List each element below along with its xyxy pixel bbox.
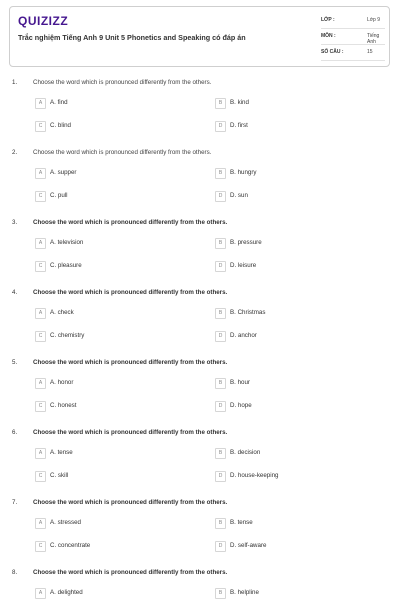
option-letter-box: A [35, 448, 46, 459]
option-text: C. concentrate [50, 542, 91, 549]
option-text: B. helpline [230, 589, 259, 596]
option-letter-box: D [215, 121, 226, 132]
option-letter-box: D [215, 261, 226, 272]
question-text: Choose the word which is pronounced differently from the others. [33, 149, 212, 156]
option-text: C. pull [50, 192, 68, 199]
meta-subject [321, 30, 385, 45]
question-text: Choose the word which is pronounced differently from the others. [33, 569, 228, 576]
option-letter-box: A [35, 308, 46, 319]
option-text: B. Christmas [230, 309, 266, 316]
option-letter-box: A [35, 378, 46, 389]
option-letter-box: A [35, 168, 46, 179]
option-letter-box: D [215, 541, 226, 552]
option-text: A. tense [50, 449, 73, 456]
option-letter-box: A [35, 588, 46, 599]
option-text: A. stressed [50, 519, 81, 526]
question-number: 6. [12, 429, 18, 436]
option-text: A. find [50, 99, 68, 106]
option-text: C. chemistry [50, 332, 85, 339]
question-text: Choose the word which is pronounced differently from the others. [33, 429, 228, 436]
option-letter-box: C [35, 541, 46, 552]
option-text: B. kind [230, 99, 249, 106]
option-text: B. tense [230, 519, 253, 526]
option-text: C. honest [50, 402, 77, 409]
option-letter-box: B [215, 168, 226, 179]
meta-class-value: Lớp 9 [367, 17, 381, 23]
meta-question-count-label: SỐ CÂU : [321, 49, 344, 55]
option-letter-box: B [215, 238, 226, 249]
option-text: A. check [50, 309, 74, 316]
meta-question-count-value: 15 [367, 49, 373, 55]
option-letter-box: D [215, 331, 226, 342]
option-text: C. skill [50, 472, 69, 479]
question-number: 1. [12, 79, 18, 86]
option-text: A. honor [50, 379, 74, 386]
option-text: D. hope [230, 402, 252, 409]
option-letter-box: C [35, 121, 46, 132]
quizizz-logo: QUIZIZZ [18, 14, 69, 28]
option-text: B. decision [230, 449, 261, 456]
meta-class [321, 14, 385, 29]
option-text: D. leisure [230, 262, 257, 269]
meta-question-count [321, 46, 385, 61]
question-text: Choose the word which is pronounced differently from the others. [33, 219, 228, 226]
option-letter-box: B [215, 448, 226, 459]
option-letter-box: A [35, 98, 46, 109]
option-letter-box: D [215, 471, 226, 482]
option-letter-box: B [215, 588, 226, 599]
option-letter-box: C [35, 191, 46, 202]
question-number: 2. [12, 149, 18, 156]
meta-subject-label: MÔN : [321, 33, 336, 39]
option-letter-box: C [35, 331, 46, 342]
option-text: A. supper [50, 169, 77, 176]
option-letter-box: B [215, 378, 226, 389]
option-text: D. anchor [230, 332, 257, 339]
question-number: 3. [12, 219, 18, 226]
option-text: B. hour [230, 379, 250, 386]
question-number: 8. [12, 569, 18, 576]
option-text: D. first [230, 122, 248, 129]
option-letter-box: C [35, 261, 46, 272]
option-letter-box: D [215, 191, 226, 202]
option-text: A. delighted [50, 589, 83, 596]
option-letter-box: B [215, 518, 226, 529]
option-letter-box: B [215, 98, 226, 109]
question-text: Choose the word which is pronounced differently from the others. [33, 289, 228, 296]
question-text: Choose the word which is pronounced differently from the others. [33, 359, 228, 366]
option-text: D. sun [230, 192, 248, 199]
worksheet-title: Trắc nghiệm Tiếng Anh 9 Unit 5 Phonetics and Speaking có đáp án [18, 33, 246, 42]
meta-class-label: LỚP : [321, 17, 335, 23]
option-text: C. blind [50, 122, 71, 129]
option-text: B. pressure [230, 239, 262, 246]
option-letter-box: C [35, 471, 46, 482]
worksheet-header [9, 6, 390, 67]
question-text: Choose the word which is pronounced differently from the others. [33, 79, 212, 86]
option-letter-box: A [35, 238, 46, 249]
option-text: C. pleasure [50, 262, 82, 269]
option-letter-box: D [215, 401, 226, 412]
option-text: B. hungry [230, 169, 257, 176]
meta-subject-value: Tiếng Anh [367, 33, 380, 45]
option-text: D. self-aware [230, 542, 267, 549]
option-letter-box: B [215, 308, 226, 319]
option-letter-box: A [35, 518, 46, 529]
question-text: Choose the word which is pronounced differently from the others. [33, 499, 228, 506]
question-number: 4. [12, 289, 18, 296]
option-text: D. house-keeping [230, 472, 279, 479]
question-number: 7. [12, 499, 18, 506]
option-letter-box: C [35, 401, 46, 412]
option-text: A. television [50, 239, 84, 246]
question-number: 5. [12, 359, 18, 366]
